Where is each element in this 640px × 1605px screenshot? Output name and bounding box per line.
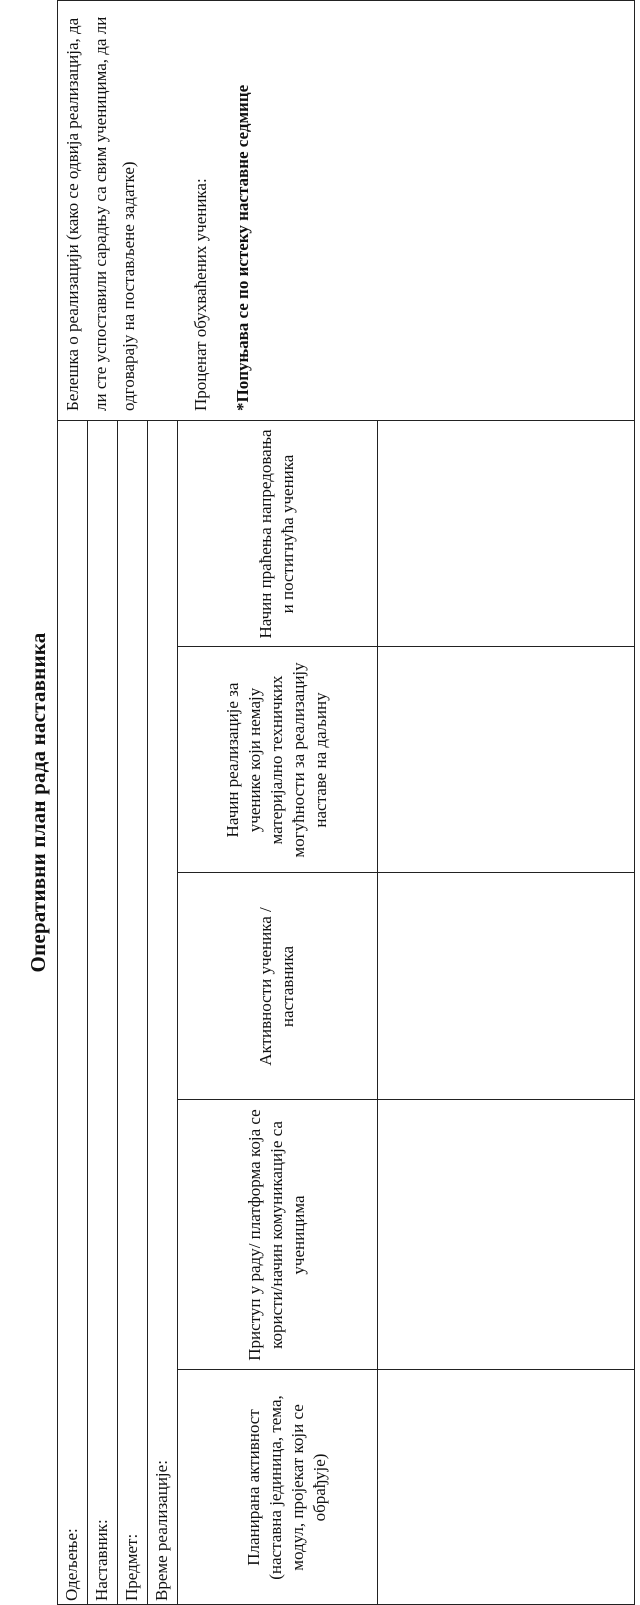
cell-approach[interactable] <box>377 1100 634 1370</box>
cell-planned-activity[interactable] <box>377 1370 634 1605</box>
row-line-2 <box>117 421 118 1605</box>
percentage-label: Проценат обухваћених ученика: <box>191 178 210 411</box>
cell-activities[interactable] <box>377 873 634 1100</box>
realization-note: Белешка о реализацији (како се одвија реализација, да ли сте успоставили сарадњу са свим ученицима, да ли одговарају на постављене задатке) <box>63 16 138 411</box>
class-label: Одељење: <box>62 1528 81 1601</box>
teacher-label: Наставник: <box>92 1519 111 1601</box>
column-header-approach: Приступ у раду/ платформа која се користи/начин комуникације са ученицима <box>245 1109 308 1361</box>
notes-column[interactable] <box>57 0 634 421</box>
fill-instruction: *Попуњава се по истеку наставне седмице <box>233 84 252 411</box>
column-header-activities: Активности ученика / наставника <box>256 907 297 1066</box>
notes-spacer <box>143 8 187 411</box>
row-line-3 <box>147 421 148 1605</box>
notes-spacer-2 <box>215 8 229 411</box>
column-header-realization-without-means: Начин реализације за ученике који немају материјално техничких могућности за реализацију наставе на даљину <box>223 662 330 858</box>
page-title: Оперативни план рада наставника <box>26 632 50 973</box>
time-label: Време реализације: <box>152 1460 171 1601</box>
plan-table <box>57 0 634 1605</box>
cell-realization-without-means[interactable] <box>377 647 634 873</box>
column-header-progress-tracking: Начин праћења напредовања и постигнућа ученика <box>256 429 297 639</box>
subject-label: Предмет: <box>122 1533 141 1601</box>
cell-progress-tracking[interactable] <box>377 421 634 647</box>
row-line-1 <box>87 421 88 1605</box>
column-header-planned-activity: Планирана активност (наставна јединица, тема, модул, пројекат који се обрађује) <box>244 1395 329 1580</box>
table-border-bottom <box>634 0 635 1605</box>
